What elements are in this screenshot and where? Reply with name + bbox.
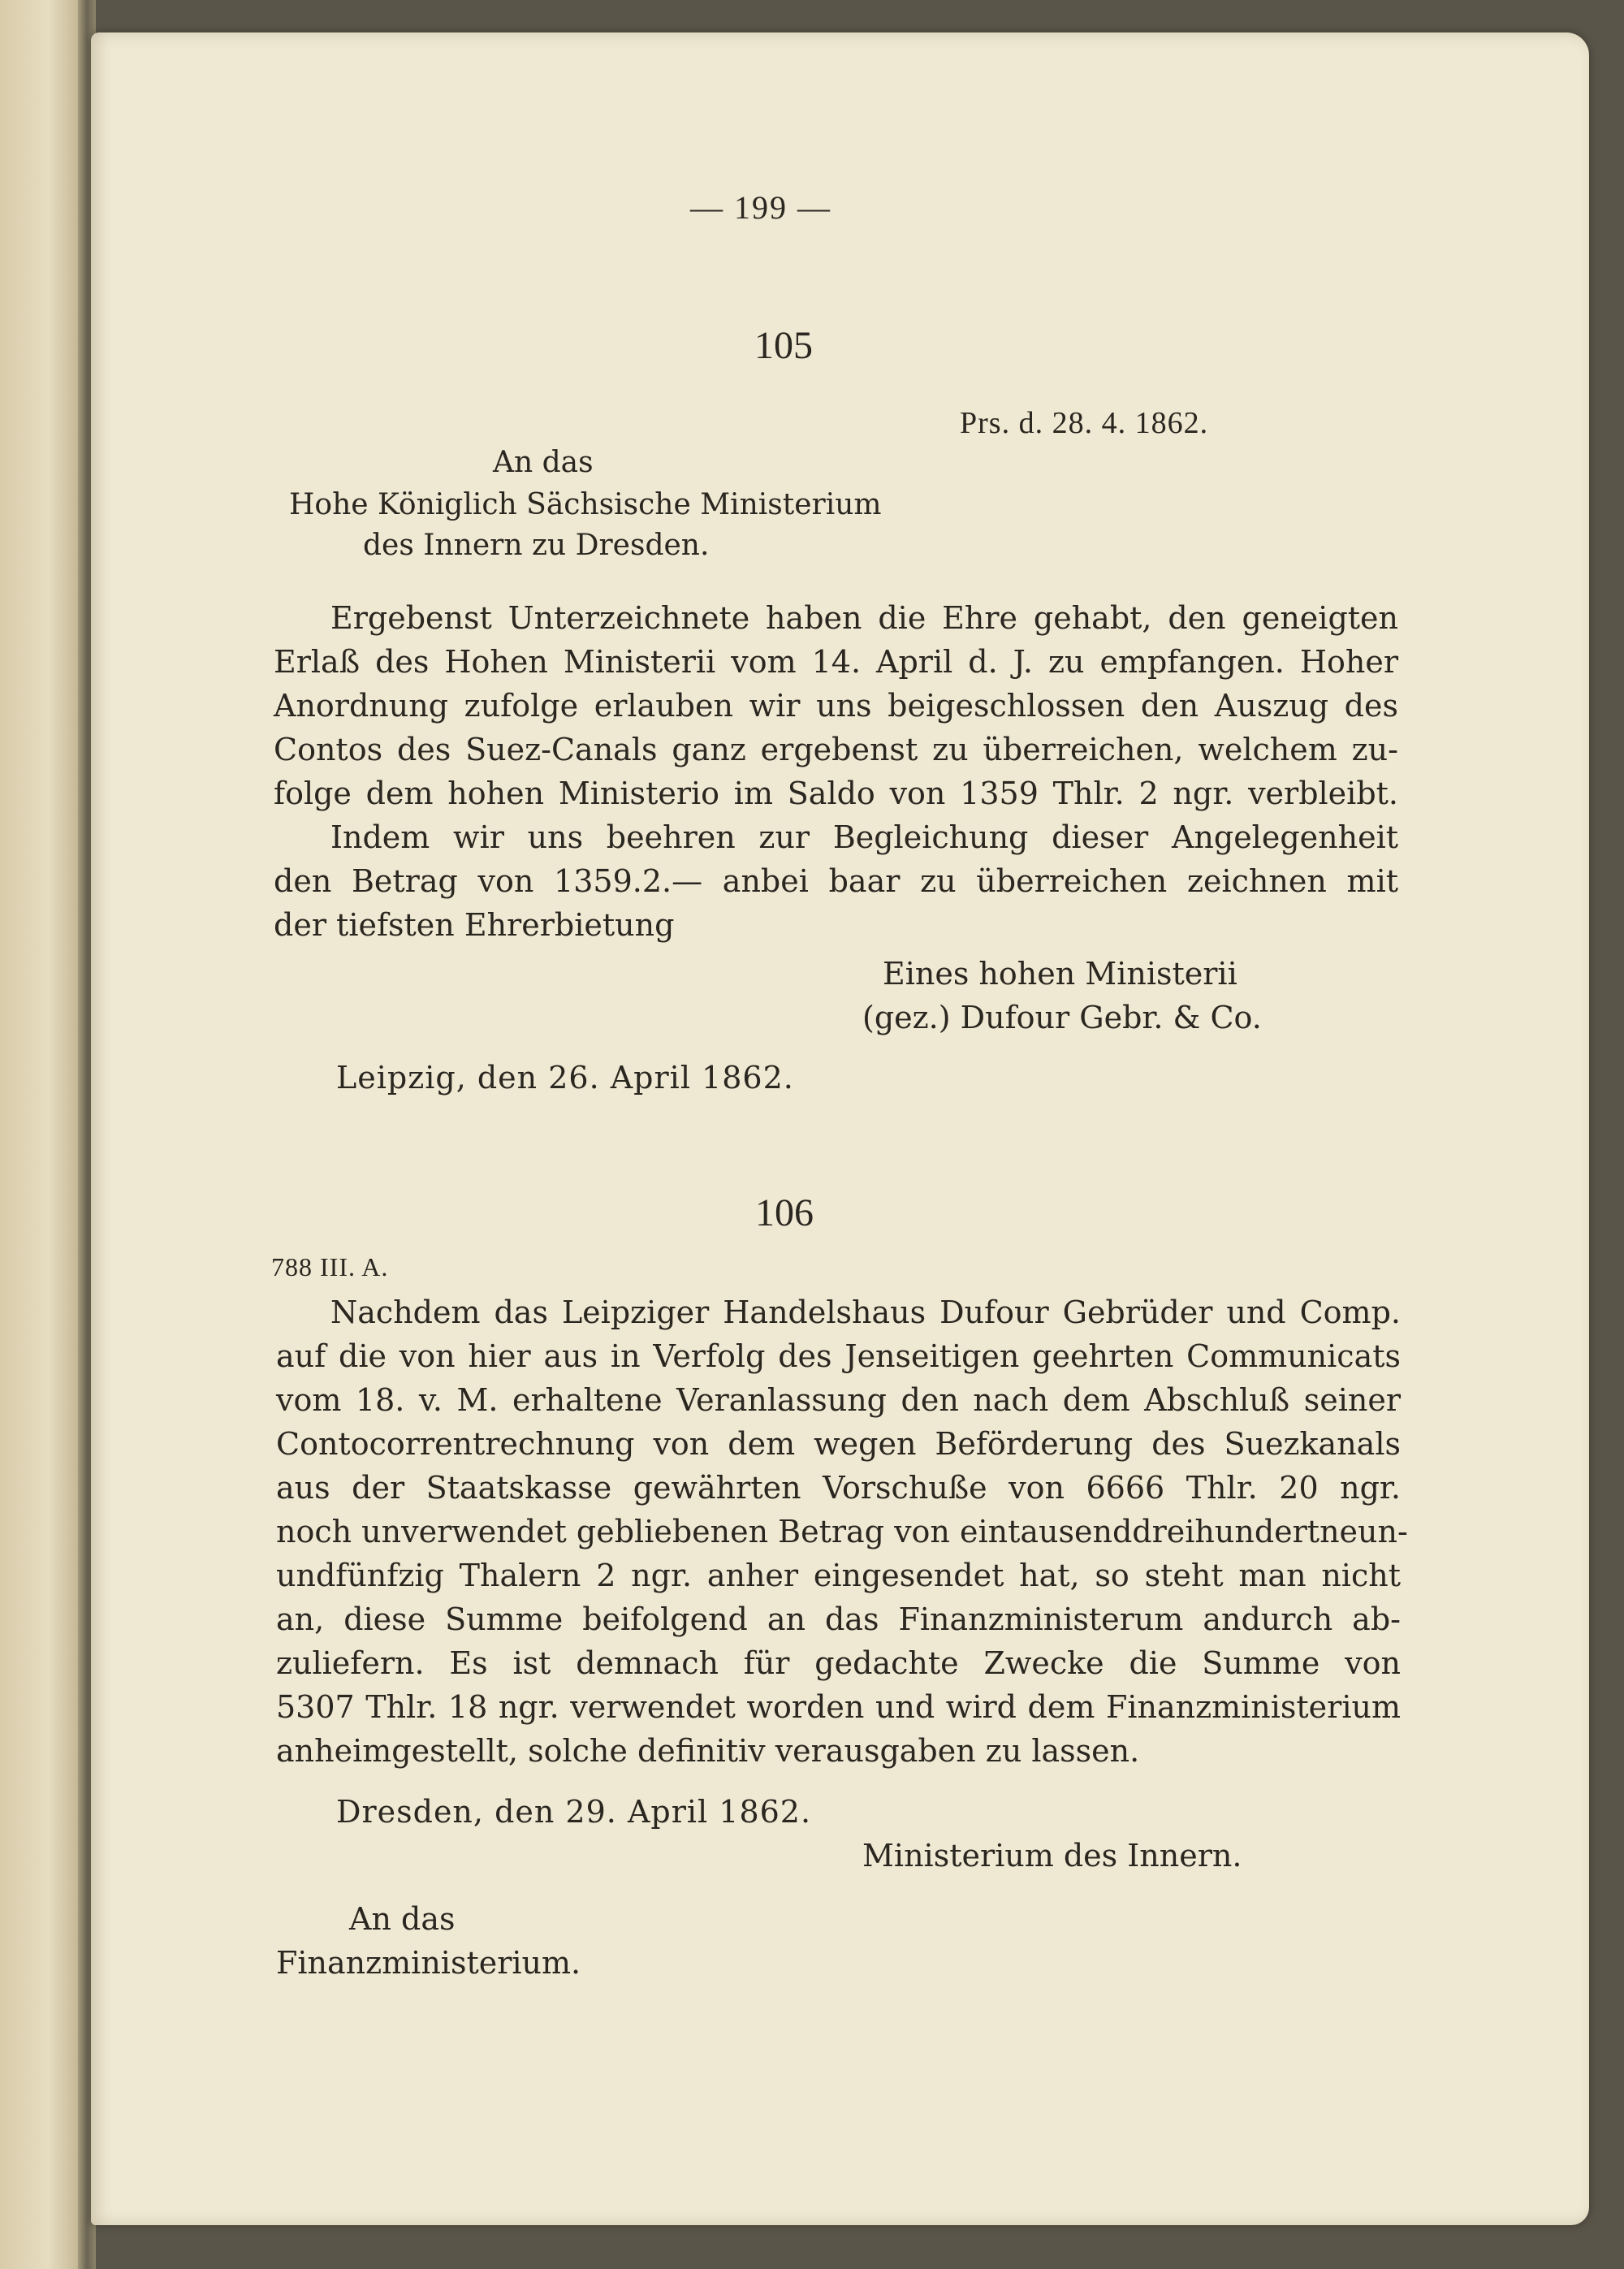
letter-105-line: Erlaß des Hohen Ministerii vom 14. April d. J. zu empfangen. Hoher	[274, 644, 1398, 680]
letter-105-line: Anordnung zufolge erlauben wir uns beigeschlossen den Auszug des	[274, 688, 1398, 724]
recipient-line-1: An das	[349, 1901, 456, 1937]
letter-105-line: folge dem hohen Ministerio im Saldo von 1359 Thlr. 2 ngr. verbleibt.	[274, 776, 1398, 811]
book-page	[91, 32, 1589, 2225]
letter-105-line: Contos des Suez-Canals ganz ergebenst zu überreichen, welchem zu-	[274, 732, 1398, 767]
address-line-3: des Innern zu Dresden.	[363, 529, 710, 562]
letter-106-line: Contocorrentrechnung von dem wegen Beförderung des Suezkanals	[276, 1426, 1401, 1462]
document-number-105: 105	[754, 324, 813, 367]
letter-106-line: vom 18. v. M. erhaltene Veranlassung den nach dem Abschluß seiner	[276, 1382, 1401, 1418]
document-number-106: 106	[755, 1191, 814, 1234]
letter-105-line: den Betrag von 1359.2.— anbei baar zu überreichen zeichnen mit	[274, 863, 1398, 899]
letter-106-line: an, diese Summe beifolgend an das Finanzministerum andurch ab-	[276, 1601, 1401, 1637]
letter-106-line: 5307 Thlr. 18 ngr. verwendet worden und wird dem Finanzministerium	[276, 1689, 1401, 1725]
previous-page-edge	[0, 0, 88, 2269]
place-date-106: Dresden, den 29. April 1862.	[336, 1794, 812, 1830]
letter-106-line: anheimgestellt, solche definitiv verausgaben zu lassen.	[276, 1733, 1140, 1769]
ministry-signature: Ministerium des Innern.	[862, 1838, 1242, 1874]
letter-106-line: undfünfzig Thalern 2 ngr. anher eingesendet hat, so steht man nicht	[276, 1558, 1401, 1593]
reference-number: 788 III. A.	[271, 1252, 389, 1281]
closing-line-1: Eines hohen Ministerii	[883, 956, 1237, 992]
place-date-105: Leipzig, den 26. April 1862.	[336, 1060, 794, 1096]
letter-106-line: aus der Staatskasse gewährten Vorschuße von 6666 Thlr. 20 ngr.	[276, 1470, 1401, 1506]
received-stamp-date: Prs. d. 28. 4. 1862.	[960, 406, 1209, 440]
letter-105-line: der tiefsten Ehrerbietung	[274, 907, 675, 943]
letter-106-line: noch unverwendet gebliebenen Betrag von eintausenddreihundertneun-	[276, 1514, 1408, 1549]
address-line-1: An das	[493, 446, 594, 479]
letter-106-line: auf die von hier aus in Verfolg des Jenseitigen geehrten Communicats	[276, 1338, 1401, 1374]
page-number: — 199 —	[690, 189, 831, 226]
address-line-2: Hohe Königlich Sächsische Ministerium	[289, 488, 882, 521]
letter-106-line: Nachdem das Leipziger Handelshaus Dufour Gebrüder und Comp.	[330, 1294, 1401, 1330]
recipient-line-2: Finanzministerium.	[276, 1945, 581, 1981]
letter-106-line: zuliefern. Es ist demnach für gedachte Zwecke die Summe von	[276, 1645, 1401, 1681]
closing-signature: (gez.) Dufour Gebr. & Co.	[862, 1000, 1262, 1035]
letter-105-line: Ergebenst Unterzeichnete haben die Ehre gehabt, den geneigten	[330, 600, 1398, 636]
letter-105-line: Indem wir uns beehren zur Begleichung dieser Angelegenheit	[330, 819, 1398, 855]
